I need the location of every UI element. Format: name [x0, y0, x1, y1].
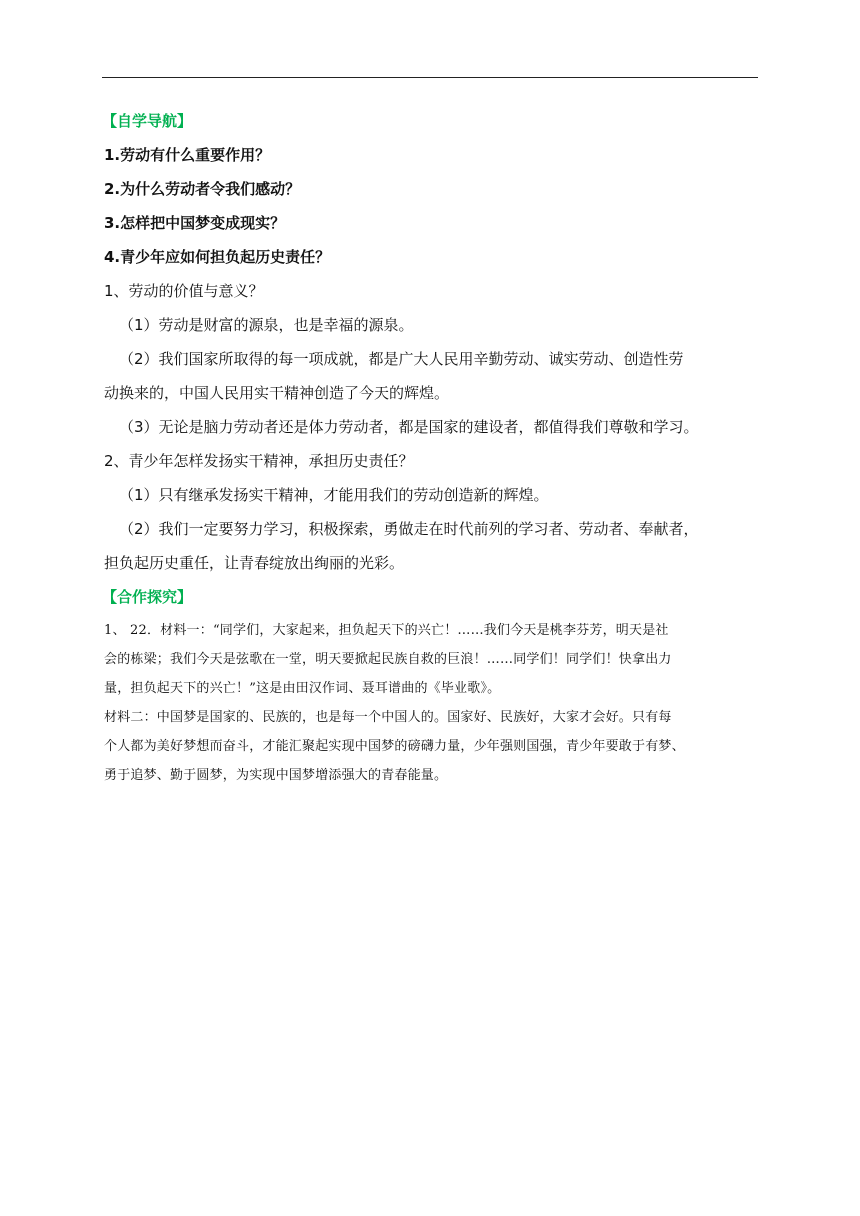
- answer-1-heading: 1、劳动的价值与意义？: [104, 282, 264, 300]
- answer-1-point-3: （3）无论是脑力劳动者还是体力劳动者，都是国家的建设者，都值得我们尊敬和学习。: [119, 418, 699, 436]
- material-2-line-1: 材料二：中国梦是国家的、民族的，也是每一个中国人的。国家好、民族好，大家才会好。只有每: [104, 710, 672, 725]
- material-2-line-2: 个人都为美好梦想而奋斗，才能汇聚起实现中国梦的磅礴力量，少年强则国强，青少年要敢于有梦、: [104, 739, 685, 754]
- answer-1-point-2-line-2: 动换来的，中国人民用实干精神创造了今天的辉煌。: [104, 384, 450, 402]
- section-title-cooperative-inquiry: 【合作探究】: [102, 588, 193, 606]
- material-1-line-1: 1、 22．材料一：“同学们，大家起来，担负起天下的兴亡！……我们今天是桃李芬芳，明天是社: [104, 623, 669, 638]
- material-1-line-3: 量，担负起天下的兴亡！”这是由田汉作词、聂耳谱曲的《毕业歌》。: [104, 681, 501, 696]
- question-3: 3.怎样把中国梦变成现实？: [104, 214, 286, 232]
- answer-2-point-1: （1）只有继承发扬实干精神，才能用我们的劳动创造新的辉煌。: [119, 486, 549, 504]
- answer-1-point-1: （1）劳动是财富的源泉，也是幸福的源泉。: [119, 316, 414, 334]
- material-1: [104, 616, 764, 703]
- header-rule: [102, 77, 758, 78]
- question-2: 2.为什么劳动者令我们感动？: [104, 180, 301, 198]
- section-title-self-study: 【自学导航】: [102, 112, 193, 130]
- material-1-line-2: 会的栋梁；我们今天是弦歌在一堂，明天要掀起民族自救的巨浪！……同学们！同学们！快拿出力: [104, 652, 672, 667]
- material-2: [104, 703, 764, 790]
- answer-2-point-2: [104, 512, 764, 580]
- question-1: 1.劳动有什么重要作用？: [104, 146, 271, 164]
- answer-2-point-2-line-2: 担负起历史重任，让青春绽放出绚丽的光彩。: [104, 554, 405, 572]
- content: [104, 104, 764, 790]
- answer-2-heading: 2、青少年怎样发扬实干精神，承担历史责任？: [104, 452, 414, 470]
- answer-2-point-2-line-1: （2）我们一定要努力学习，积极探索，勇做走在时代前列的学习者、劳动者、奉献者，: [119, 520, 699, 538]
- answer-1-point-2: [104, 342, 764, 410]
- material-2-line-3: 勇于追梦、勤于圆梦，为实现中国梦增添强大的青春能量。: [104, 768, 448, 783]
- question-4: 4.青少年应如何担负起历史责任？: [104, 248, 331, 266]
- answer-1-point-2-line-1: （2）我们国家所取得的每一项成就，都是广大人民用辛勤劳动、诚实劳动、创造性劳: [119, 350, 684, 368]
